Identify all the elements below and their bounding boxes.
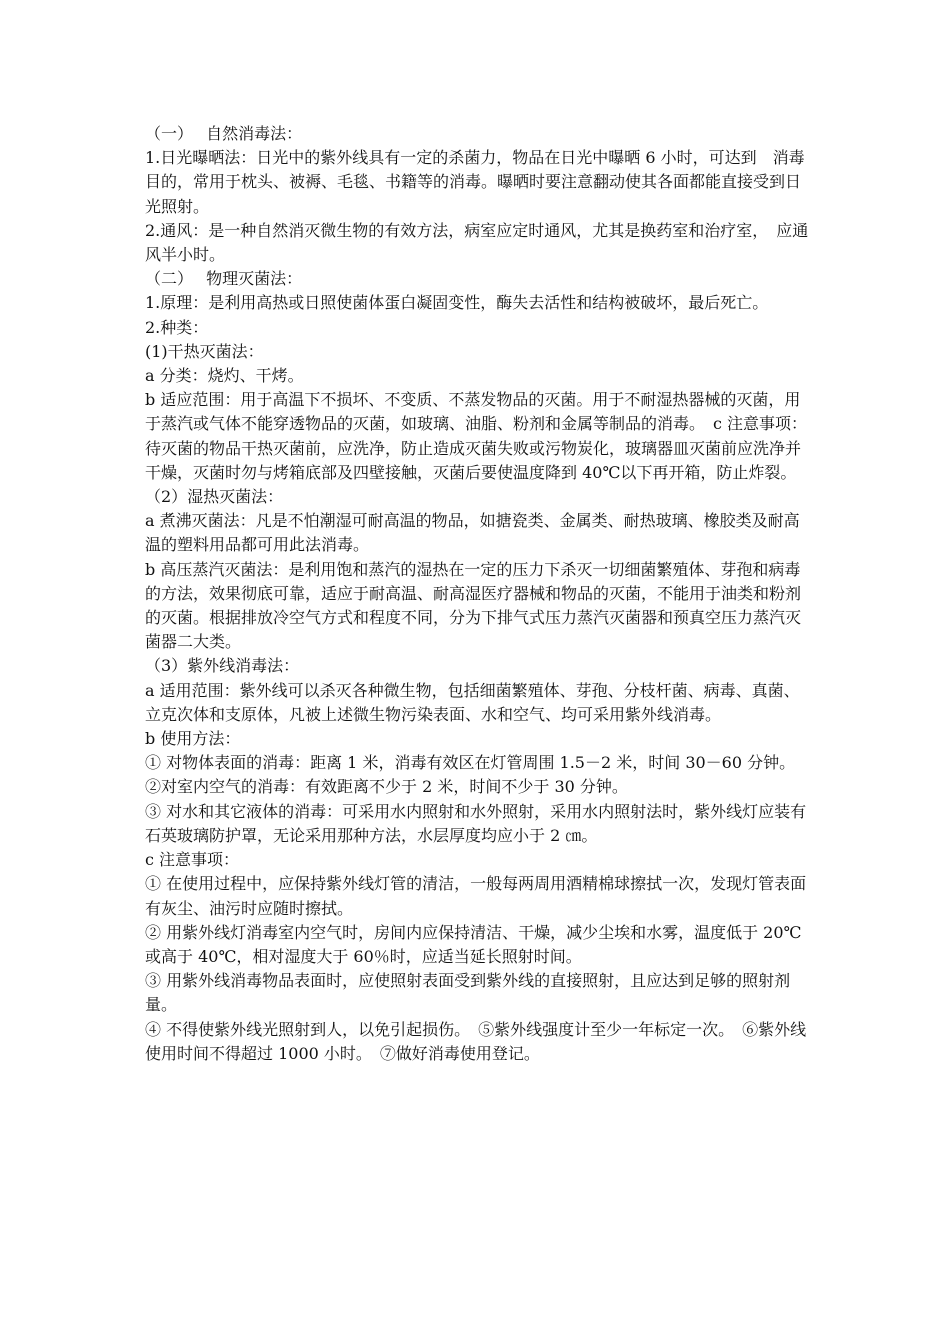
- paragraph-uv-note-3: ③ 用紫外线消毒物品表面时，应使照射表面受到紫外线的直接照射，且应达到足够的照射剂量。: [145, 971, 791, 1015]
- paragraph-uv-water: ③ 对水和其它液体的消毒：可采用水内照射和水外照射，采用水内照射法时，紫外线灯应装有石英玻璃防护罩，无论采用那种方法，水层厚度均应小于 2 ㎝。: [145, 801, 807, 845]
- paragraph-uv-scope: a 适用范围：紫外线可以杀灭各种微生物，包括细菌繁殖体、芽孢、分枝杆菌、病毒、真菌、立克次体和支原体，凡被上述微生物污染表面、水和空气、均可采用紫外线消毒。: [145, 680, 800, 724]
- paragraph-uv-note-1: ① 在使用过程中，应保持紫外线灯管的清洁，一般每两周用酒精棉球擦拭一次，发现灯管表面有灰尘、油污时应随时擦拭。: [145, 874, 807, 918]
- subheading-uv-disinfection: （3）紫外线消毒法：: [145, 656, 300, 676]
- paragraph-uv-surface: ① 对物体表面的消毒：距离 1 米，消毒有效区在灯管周围 1.5－2 米，时间 30－60 分钟。 ②对室内空气的消毒：有效距离不少于 2 米，时间不少于 30 分钟。: [145, 753, 804, 797]
- paragraph-boiling-sterilization: a 煮沸灭菌法：凡是不怕潮湿可耐高温的物品，如搪瓷类、金属类、耐热玻璃、橡胶类及耐高温的塑料用品都可用此法消毒。: [145, 511, 800, 555]
- paragraph-dry-heat-scope: b 适应范围：用于高温下不损坏、不变质、不蒸发物品的灭菌。用于不耐湿热器械的灭菌，用于蒸汽或气体不能穿透物品的灭菌，如玻璃、油脂、粉剂和金属等制品的消毒。 c 注意事项：待灭菌的物品干热灭菌前，应洗净，防止造成灭菌失败或污物炭化，玻璃器皿灭菌前应洗净并干燥，灭菌时勿与烤箱底部及四壁接触，灭菌后要使温度降到 40℃以下再开箱，防止炸裂。: [145, 390, 808, 482]
- paragraph-uv-notes: c 注意事项：: [145, 850, 240, 870]
- section-heading-physical-sterilization: （二） 物理灭菌法：: [145, 269, 303, 289]
- paragraph-uv-usage: b 使用方法：: [145, 729, 241, 749]
- subheading-moist-heat: （2）湿热灭菌法：: [145, 487, 284, 507]
- paragraph-uv-note-4-7: ④ 不得使紫外线光照射到人，以免引起损伤。 ⑤紫外线强度计至少一年标定一次。 ⑥紫外线使用时间不得超过 1000 小时。 ⑦做好消毒使用登记。: [145, 1019, 807, 1063]
- paragraph-uv-note-2: ② 用紫外线灯消毒室内空气时，房间内应保持清洁、干燥，减少尘埃和水雾，温度低于 20℃或高于 40℃，相对湿度大于 60％时，应适当延长照射时间。: [145, 922, 802, 966]
- paragraph-types: 2.种类：: [145, 317, 209, 337]
- document-body: [145, 122, 813, 1066]
- paragraph-ventilation: 2.通风：是一种自然消灭微生物的有效方法，病室应定时通风，尤其是换药室和治疗室， 应通风半小时。: [145, 220, 809, 265]
- paragraph-principle: 1.原理：是利用高热或日照使菌体蛋白凝固变性，酶失去活性和结构被破坏，最后死亡。: [145, 293, 769, 313]
- subheading-dry-heat: (1)干热灭菌法：: [145, 341, 264, 361]
- paragraph-autoclave: b 高压蒸汽灭菌法：是利用饱和蒸汽的湿热在一定的压力下杀灭一切细菌繁殖体、芽孢和病毒的方法，效果彻底可靠，适应于耐高温、耐高湿医疗器械和物品的灭菌，不能用于油类和粉剂的灭菌。根据排放冷空气方式和程度不同，分为下排气式压力蒸汽灭菌器和预真空压力蒸汽灭菌器二大类。: [145, 559, 802, 652]
- paragraph-sunlight-exposure: 1.日光曝晒法：日光中的紫外线具有一定的杀菌力，物品在日光中曝晒 6 小时，可达到 消毒目的，常用于枕头、被褥、毛毯、书籍等的消毒。曝晒时要注意翻动使其各面都能直接受到日光照射。: [145, 148, 805, 216]
- section-heading-natural-disinfection: （一） 自然消毒法：: [145, 124, 303, 143]
- paragraph-dry-heat-classification: a 分类：烧灼、干烤。: [145, 366, 304, 386]
